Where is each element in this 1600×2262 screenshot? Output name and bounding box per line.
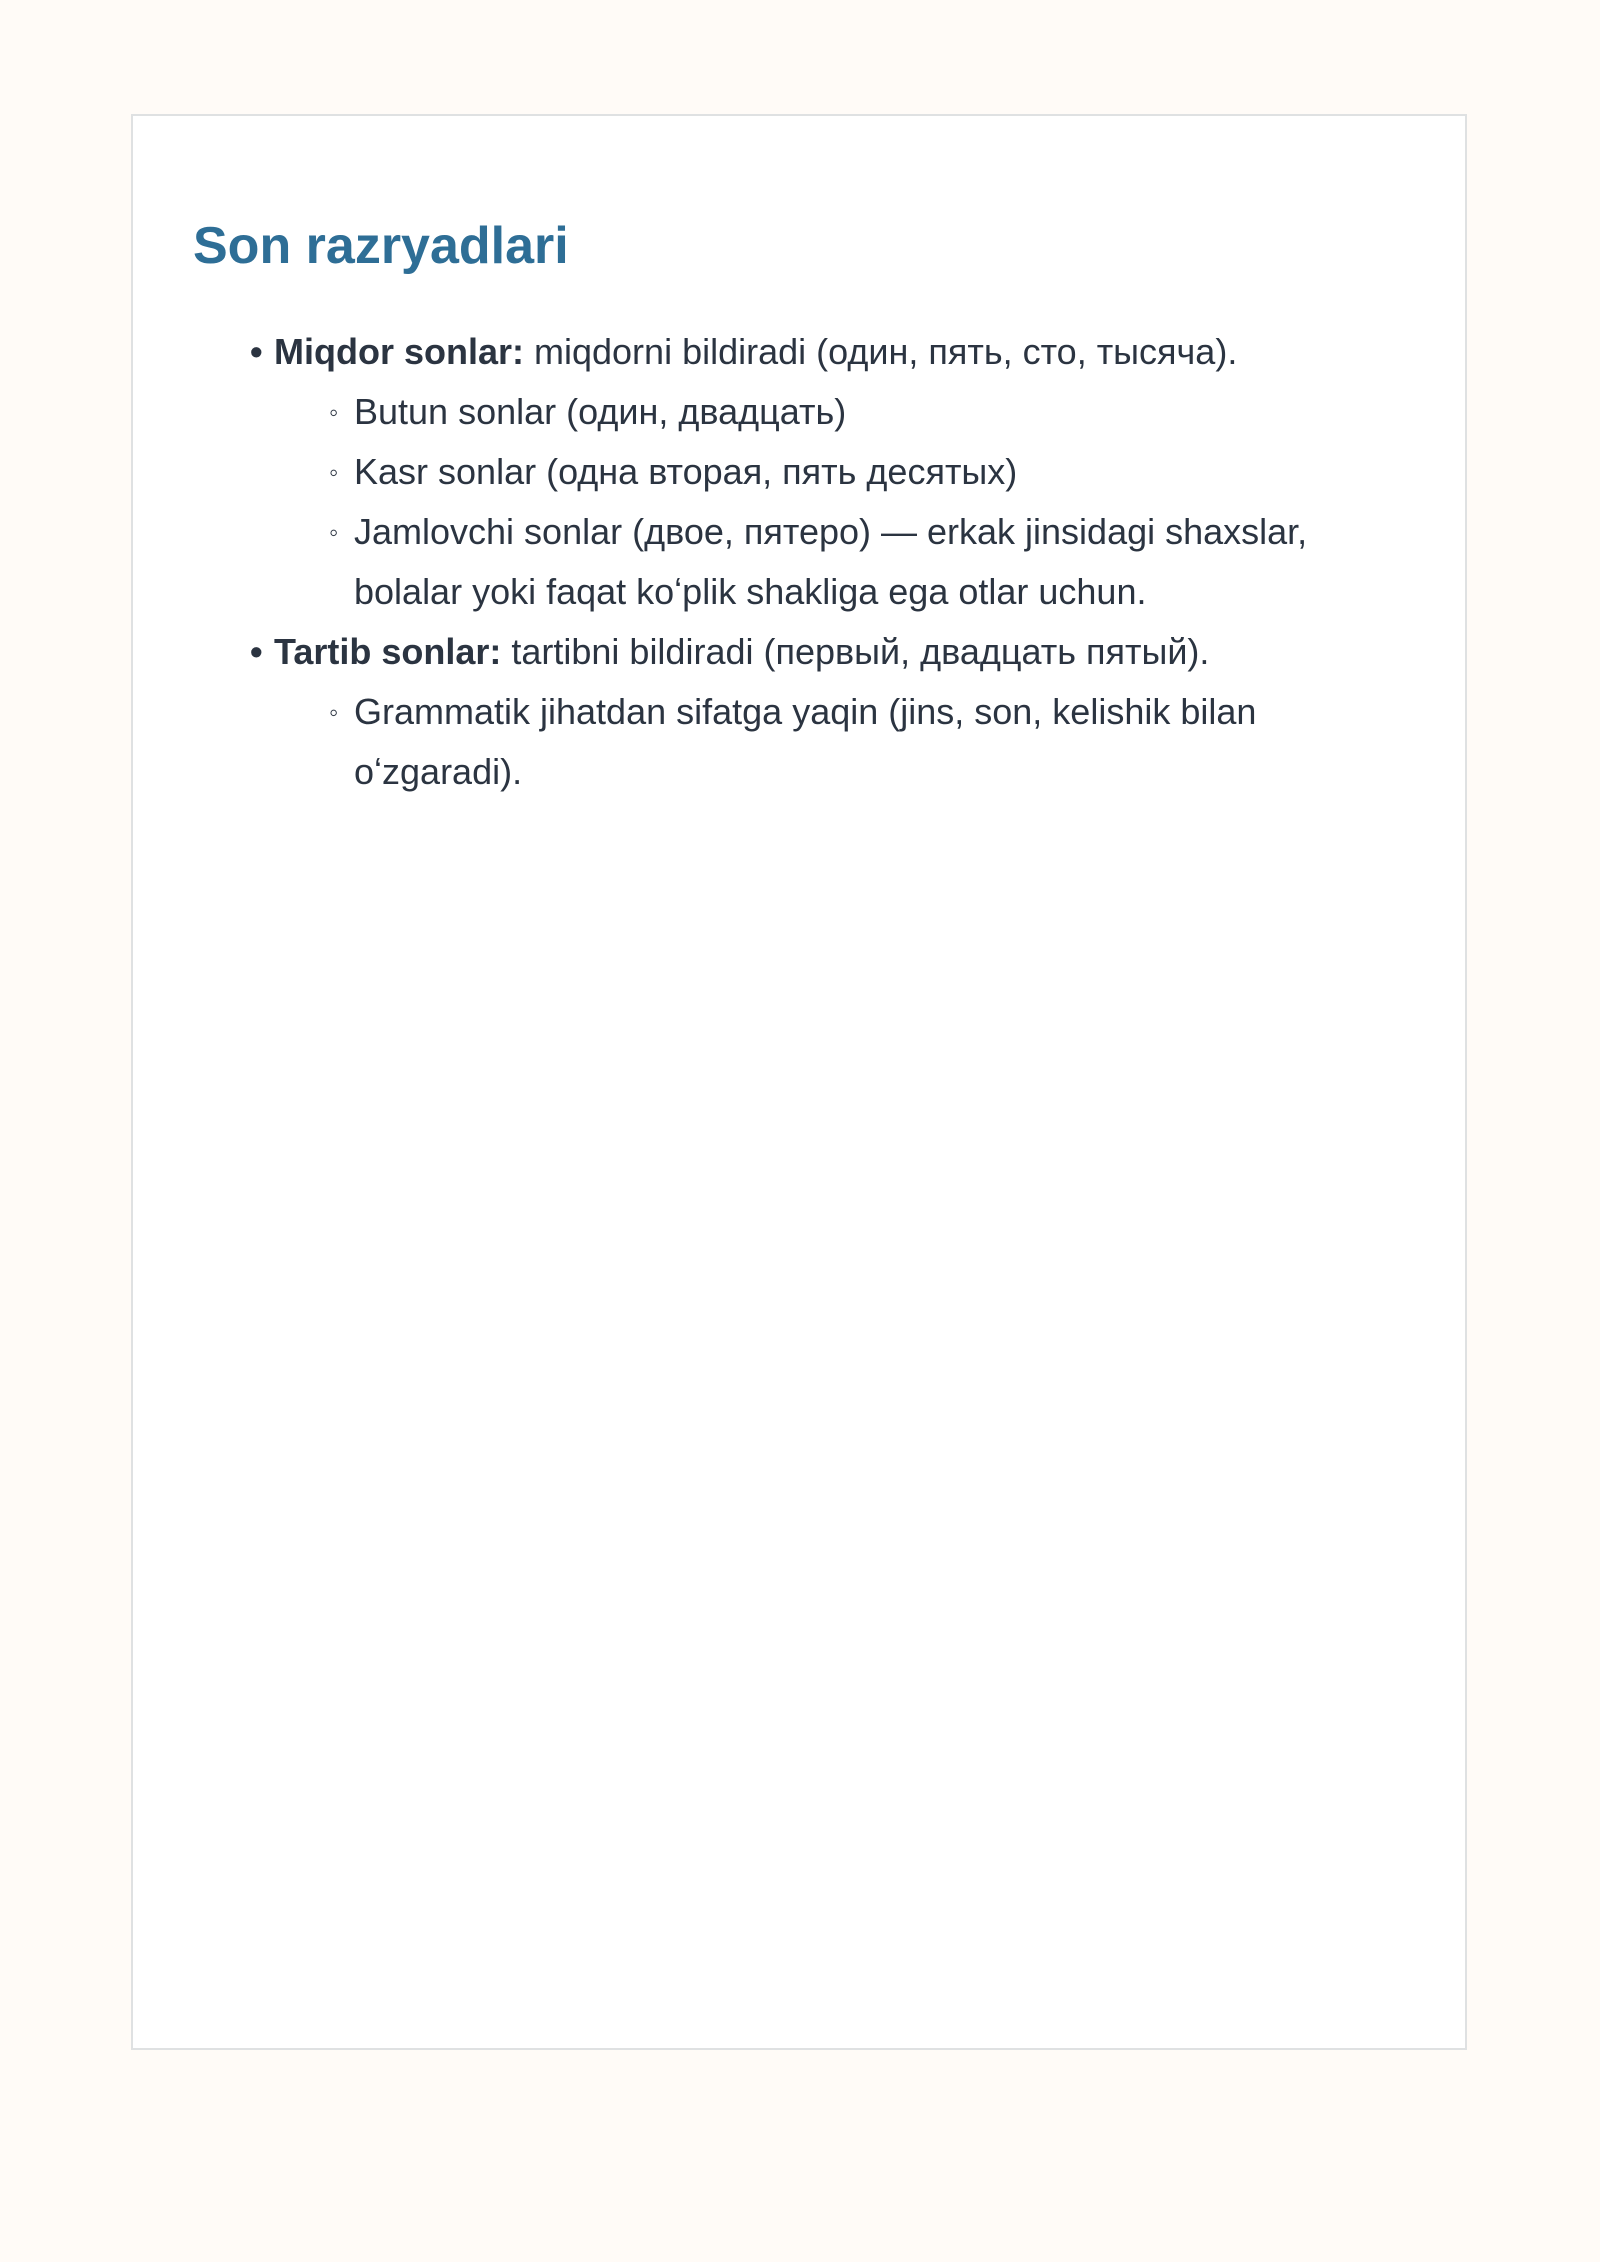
sub-item-kasr-sonlar — [133, 442, 1469, 502]
bullet-icon: • — [250, 631, 263, 672]
item-label: Miqdor sonlar: — [274, 331, 524, 372]
list-item-miqdor-sonlar — [133, 322, 1469, 382]
item-label: Tartib sonlar: — [274, 631, 502, 672]
sub-item-butun-sonlar — [133, 382, 1469, 442]
sub-item-grammatik — [133, 682, 1469, 802]
page-title: Son razryadlari — [193, 217, 569, 275]
item-text: tartibni bildiradi (первый, двадцать пятый). — [501, 631, 1210, 672]
bullet-icon: • — [250, 331, 263, 372]
sub-item-text: Jamlovchi sonlar (двое, пятеро) — erkak jinsidagi shaxslar, bolalar yoki faqat koʻplik shakliga ega otlar uchun. — [354, 511, 1308, 612]
sub-item-jamlovchi-sonlar — [133, 502, 1469, 622]
sub-bullet-icon: ◦ — [329, 397, 339, 427]
page-sheet — [131, 114, 1467, 2050]
list-item-tartib-sonlar — [133, 622, 1469, 682]
sub-bullet-icon: ◦ — [329, 457, 339, 487]
sub-item-text: Butun sonlar (один, двадцать) — [354, 391, 847, 432]
bullet-list — [133, 322, 1469, 802]
sub-item-text: Kasr sonlar (одна вторая, пять десятых) — [354, 451, 1018, 492]
sub-bullet-icon: ◦ — [329, 697, 339, 727]
sub-item-text: Grammatik jihatdan sifatga yaqin (jins, son, kelishik bilan oʻzgaradi). — [354, 691, 1257, 792]
item-text: miqdorni bildiradi (один, пять, сто, тысяча). — [524, 331, 1238, 372]
sub-bullet-icon: ◦ — [329, 517, 339, 547]
